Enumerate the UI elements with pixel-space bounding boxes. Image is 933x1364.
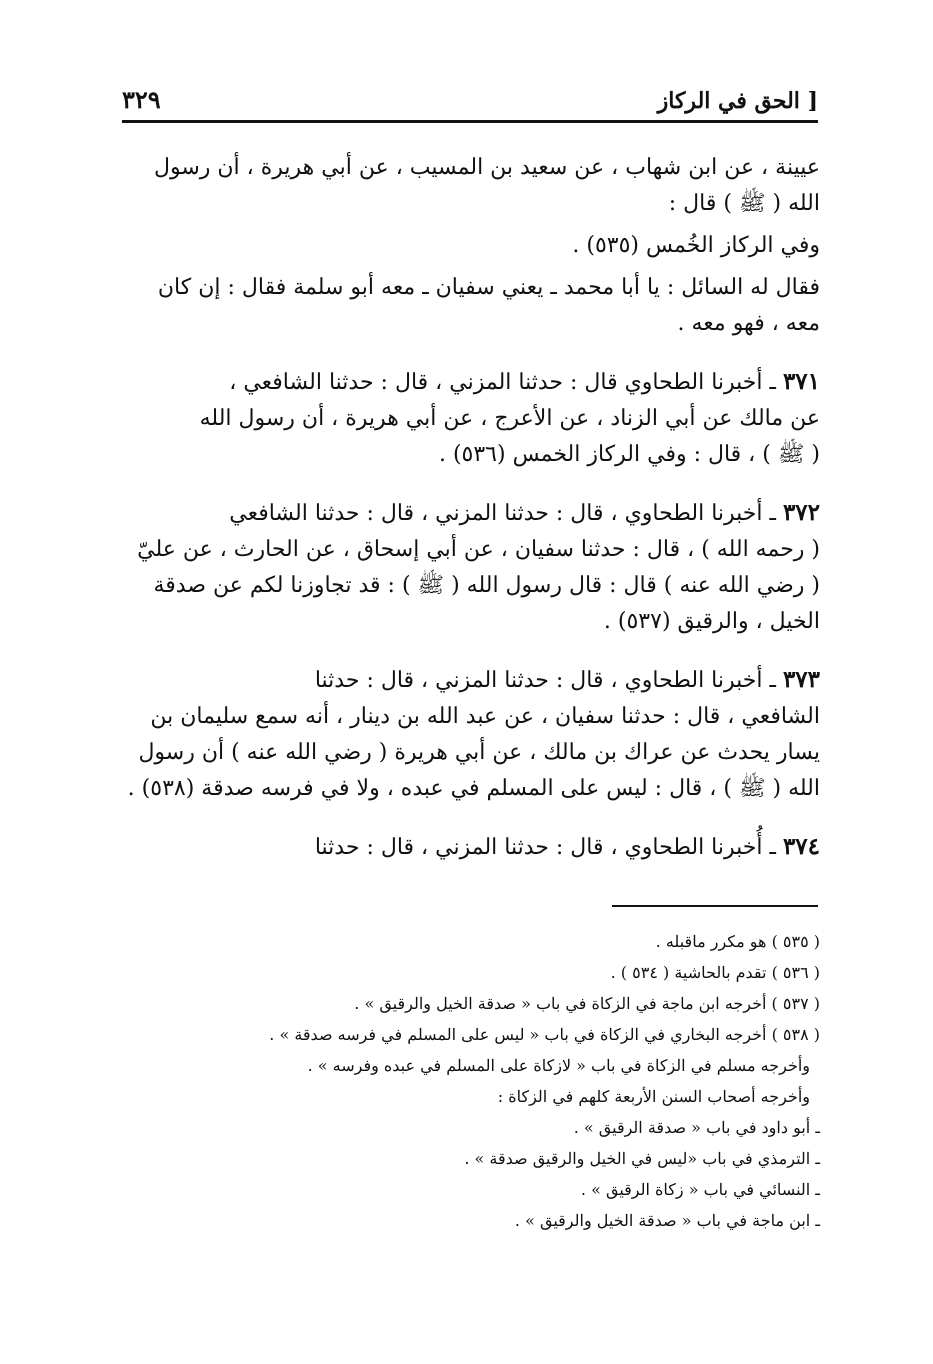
- footnote-separator: [612, 905, 818, 907]
- text-line-content: ـ أخبرنا الطحاوي ، قال : حدثنا المزني ، قال : حدثنا الشافعي: [229, 501, 783, 526]
- hadith-number: ٣٧٣: [782, 666, 820, 693]
- text-line: ( رضي الله عنه ) قال : قال رسول الله ( ﷺ ) : قد تجاوزنا لكم عن صدقة: [153, 573, 820, 598]
- text-line: ( رحمه الله ) ، قال : حدثنا سفيان ، عن أبي إسحاق ، عن الحارث ، عن عليّ: [137, 537, 820, 562]
- paragraph-2: [118, 228, 820, 264]
- text-line: معه ، فهو معه .: [677, 311, 820, 336]
- text-line: عيينة ، عن ابن شهاب ، عن سعيد بن المسيب ، عن أبي هريرة ، أن رسول: [153, 155, 820, 180]
- page-header: [122, 78, 818, 123]
- text-line-content: ـ أُخبرنا الطحاوي ، قال : حدثنا المزني ، قال : حدثنا: [314, 835, 783, 860]
- text-line: الله ( ﷺ ) قال :: [668, 191, 820, 216]
- hadith-number: ٣٧٢: [782, 499, 820, 526]
- text-line: الشافعي ، قال : حدثنا سفيان ، عن عبد الله بن دينار ، أنه سمع سليمان بن: [150, 704, 820, 729]
- footnote-536: ( ٥٣٦ ) تقدم بالحاشية ( ٥٣٤ ) .: [610, 963, 820, 982]
- footnote-538: ( ٥٣٨ ) أخرجه البخاري في الزكاة في باب « ليس على المسلم في فرسه صدقة » .: [269, 1025, 820, 1044]
- hadith-373: [118, 662, 820, 807]
- text-line: وفي الركاز الخُمس (٥٣٥) .: [572, 233, 820, 258]
- text-line: عن مالك عن أبي الزناد ، عن الأعرج ، عن أبي هريرة ، أن رسول الله: [199, 406, 820, 431]
- text-line: الخيل ، والرقيق (٥٣٧) .: [603, 609, 820, 634]
- footnote-538-nasai: ـ النسائي في باب « زكاة الرقيق » .: [580, 1180, 820, 1199]
- hadith-number: ٣٧١: [782, 368, 820, 395]
- text-line: [118, 364, 820, 401]
- paragraph-1: [118, 150, 820, 222]
- text-line: يسار يحدث عن عراك بن مالك ، عن أبي هريرة ( رضي الله عنه ) أن رسول: [138, 740, 820, 765]
- text-line: فقال له السائل : يا أبا محمد ـ يعني سفيان ـ معه أبو سلمة فقال : إن كان: [157, 275, 820, 300]
- footnote-538-sunan: وأخرجه أصحاب السنن الأربعة كلهم في الزكاة :: [497, 1087, 810, 1106]
- footnote-537: ( ٥٣٧ ) أخرجه ابن ماجة في الزكاة في باب « صدقة الخيل والرقيق » .: [354, 994, 820, 1013]
- page-number: ٣٢٩: [122, 85, 161, 114]
- footnote-538-muslim: وأخرجه مسلم في الزكاة في باب « لازكاة على المسلم في عبده وفرسه » .: [307, 1056, 810, 1075]
- hadith-374: [118, 829, 820, 866]
- text-line-content: ـ أخبرنا الطحاوي ، قال : حدثنا المزني ، قال : حدثنا: [314, 668, 783, 693]
- main-text: [118, 150, 820, 872]
- text-line: [118, 662, 820, 699]
- footnote-538-abu-dawud: ـ أبو داود في باب « صدقة الرقيق » .: [573, 1118, 820, 1137]
- footnotes: [180, 926, 820, 1236]
- footnote-538-tirmidhi: ـ الترمذي في باب «ليس في الخيل والرقيق صدقة » .: [464, 1149, 820, 1168]
- text-line: [118, 829, 820, 866]
- hadith-371: [118, 364, 820, 473]
- text-line: ( ﷺ ) ، قال : وفي الركاز الخمس (٥٣٦) .: [438, 442, 820, 467]
- text-line: الله ( ﷺ ) ، قال : ليس على المسلم في عبده ، ولا في فرسه صدقة (٥٣٨) .: [127, 776, 820, 801]
- footnote-538-ibn-majah: ـ ابن ماجة في باب « صدقة الخيل والرقيق » .: [514, 1211, 820, 1230]
- text-line: [118, 495, 820, 532]
- hadith-372: [118, 495, 820, 640]
- text-line-content: ـ أخبرنا الطحاوي قال : حدثنا المزني ، قال : حدثنا الشافعي ،: [229, 370, 783, 395]
- running-title: الحق في الركاز ]: [657, 88, 818, 114]
- paragraph-3: [118, 270, 820, 342]
- hadith-number: ٣٧٤: [782, 833, 820, 860]
- footnote-535: ( ٥٣٥ ) هو مكرر ماقبله .: [655, 932, 820, 951]
